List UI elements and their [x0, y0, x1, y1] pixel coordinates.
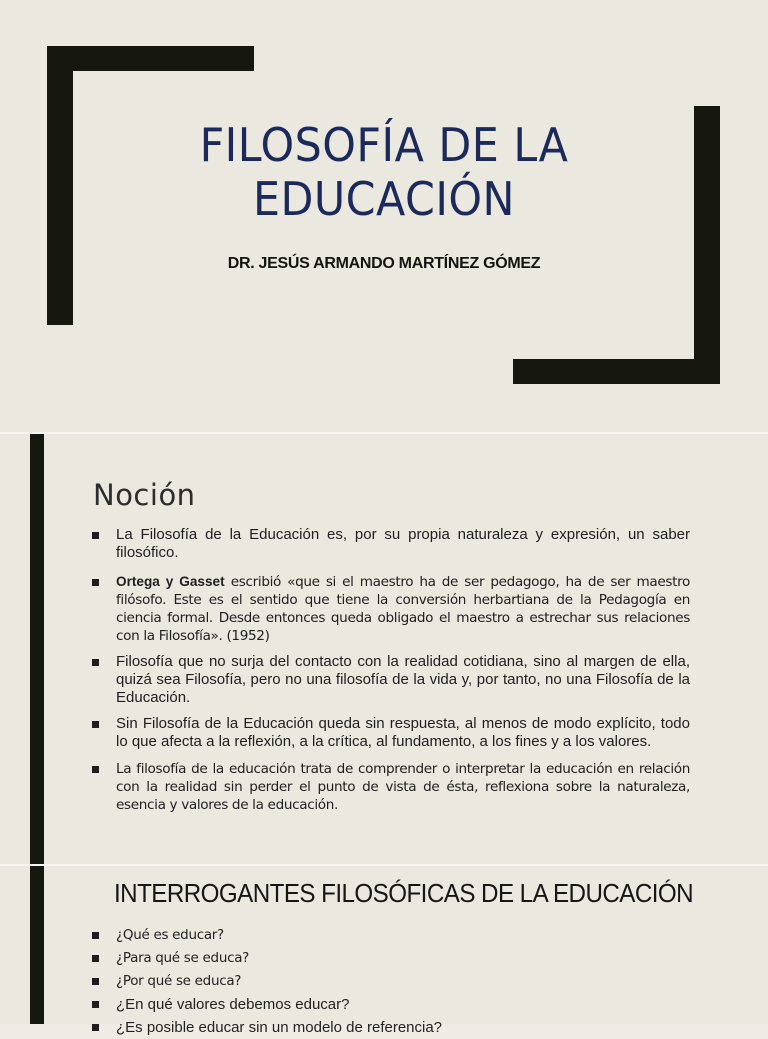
questions-slide	[0, 866, 768, 1036]
bullet-square-icon	[92, 766, 99, 773]
bullet-square-icon	[92, 978, 99, 985]
question-list	[90, 924, 442, 1039]
question-item	[90, 970, 442, 993]
presentation-title	[27, 118, 741, 226]
question-item	[90, 1016, 442, 1039]
question-item	[90, 993, 442, 1016]
slide-heading: Noción	[93, 478, 196, 512]
bullet-square-icon	[92, 659, 99, 666]
accent-bar	[30, 434, 44, 864]
question-text: ¿En qué valores debemos educar?	[116, 996, 350, 1013]
bullet-text: La filosofía de la educación trata de comprender o interpretar la educación en relación con la realidad sin perder el punto de vista de ésta, reflexiona sobre la naturaleza, esencia y valores de la educación.	[116, 761, 690, 813]
bullet-square-icon	[92, 932, 99, 939]
bullet-item	[90, 573, 690, 645]
bullet-text: Filosofía que no surja del contacto con la realidad cotidiana, sino al margen de ella, quizá sea Filosofía, pero no una filosofía de la vida y, por tanto, no una Filosofía de la Educación.	[116, 653, 690, 706]
frame-top-left-horizontal	[47, 46, 254, 71]
question-item	[90, 947, 442, 970]
bullet-bold-text: Ortega y Gasset	[116, 574, 225, 589]
bullet-square-icon	[92, 532, 99, 539]
bullet-text: La Filosofía de la Educación es, por su propia naturaleza y expresión, un saber filosófico.	[116, 526, 690, 561]
question-text: ¿Por qué se educa?	[116, 973, 242, 989]
bullet-list	[90, 526, 690, 814]
bullet-square-icon	[92, 579, 99, 586]
bullet-square-icon	[92, 721, 99, 728]
question-text: ¿Qué es educar?	[116, 927, 224, 943]
bullet-item	[90, 760, 690, 814]
frame-bottom-right-horizontal	[513, 359, 720, 384]
notion-slide	[0, 434, 768, 864]
title-line-2: EDUCACIÓN	[252, 172, 516, 226]
bullet-text: escribió «que si el maestro ha de ser pedagogo, ha de ser maestro filósofo. Este es el sentido que tiene la conversión herbartiana de la Pedagogía en ciencia formal. Desde entonces queda obligado el maestro a estrechar sus relaciones con la Filosofía». (1952)	[116, 574, 690, 644]
bullet-square-icon	[92, 955, 99, 962]
question-text: ¿Es posible educar sin un modelo de referencia?	[116, 1019, 443, 1036]
slide-heading: INTERROGANTES FILOSÓFICAS DE LA EDUCACIÓN	[114, 878, 694, 908]
title-line-1: FILOSOFÍA DE LA	[199, 118, 569, 172]
author-name: DR. JESÚS ARMANDO MARTÍNEZ GÓMEZ	[227, 255, 541, 272]
accent-bar	[30, 866, 44, 1024]
bullet-item	[90, 715, 690, 751]
bullet-item	[90, 526, 690, 562]
question-item	[90, 924, 442, 947]
bullet-item	[90, 653, 690, 707]
bullet-text: Sin Filosofía de la Educación queda sin respuesta, al menos de modo explícito, todo lo que afecta a la reflexión, a la crítica, al fundamento, a los fines y a los valores.	[116, 715, 690, 750]
bullet-square-icon	[92, 1001, 99, 1008]
title-slide	[0, 0, 768, 432]
question-text: ¿Para qué se educa?	[116, 950, 250, 966]
bullet-square-icon	[92, 1024, 99, 1031]
